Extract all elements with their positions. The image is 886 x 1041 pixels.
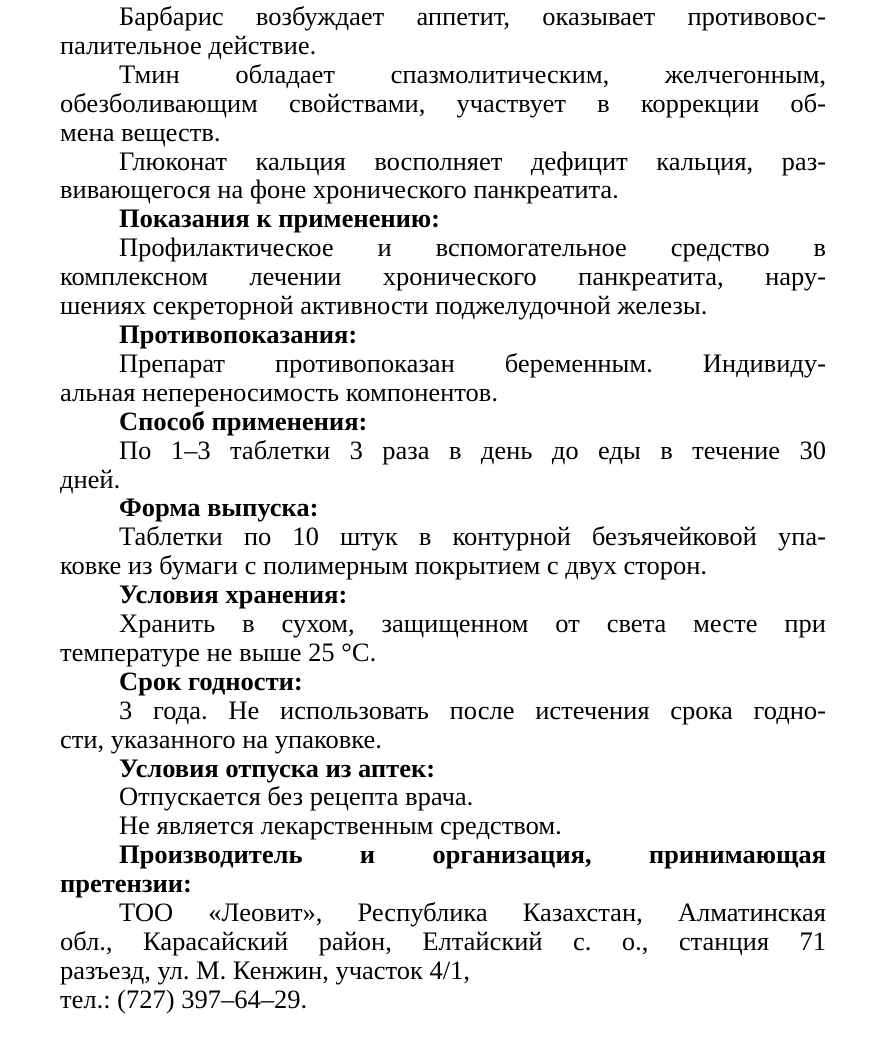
heading-line: Производитель и организация, принимающая bbox=[119, 839, 826, 870]
text-line: Не является лекарственным средством. bbox=[119, 810, 562, 841]
text-line: комплексном лечении хронического панкреатита, нару- bbox=[60, 261, 826, 292]
text-line: 3 года. Не использовать после истечения срока годно- bbox=[119, 694, 826, 725]
paragraph-not-medicine bbox=[60, 811, 826, 840]
text-line: Препарат противопоказан беременным. Индивиду- bbox=[119, 347, 826, 378]
paragraph-barberry bbox=[60, 2, 826, 60]
text-line: Профилактическое и вспомогательное средство в bbox=[119, 232, 826, 263]
text-line: вивающегося на фоне хронического панкреатита. bbox=[60, 174, 619, 205]
document-page bbox=[60, 2, 826, 1014]
text-line: палительное действие. bbox=[60, 29, 317, 60]
text-line: температуре не выше 25 °С. bbox=[60, 636, 377, 667]
paragraph-calcium-gluconate bbox=[60, 147, 826, 205]
text-line: мена веществ. bbox=[60, 116, 221, 147]
paragraph-indications bbox=[60, 233, 826, 320]
text-line: обезболивающим свойствами, участвует в коррекции об- bbox=[60, 87, 826, 118]
text-line: Хранить в сухом, защищенном от света месте при bbox=[119, 608, 826, 639]
paragraph-cumin bbox=[60, 60, 826, 147]
heading-contraindications: Противопоказания: bbox=[119, 318, 358, 349]
heading-manufacturer bbox=[60, 840, 826, 898]
heading-indications: Показания к применению: bbox=[119, 203, 441, 234]
text-line: сти, указанного на упаковке. bbox=[60, 723, 382, 754]
paragraph-dispensing bbox=[60, 782, 826, 811]
heading-usage: Способ применения: bbox=[119, 405, 368, 436]
text-line: Глюконат кальция восполняет дефицит кальция, раз- bbox=[119, 145, 826, 176]
paragraph-storage bbox=[60, 609, 826, 667]
paragraph-shelf-life bbox=[60, 696, 826, 754]
text-line: По 1–3 таблетки 3 раза в день до еды в течение 30 bbox=[119, 434, 826, 465]
text-line: Барбарис возбуждает аппетит, оказывает противовос- bbox=[119, 1, 826, 31]
text-line: ковке из бумаги с полимерным покрытием с двух сторон. bbox=[60, 550, 708, 581]
text-line: Таблетки по 10 штук в контурной безъячейковой упа- bbox=[119, 521, 826, 552]
text-line: альная непереносимость компонентов. bbox=[60, 376, 498, 407]
text-line: дней. bbox=[60, 463, 121, 494]
paragraph-manufacturer-address bbox=[60, 898, 826, 985]
text-line: Тмин обладает спазмолитическим, желчегонным, bbox=[119, 58, 826, 89]
heading-dispensing: Условия отпуска из аптек: bbox=[119, 752, 436, 783]
text-line: разъезд, ул. М. Кенжин, участок 4/1, bbox=[60, 954, 471, 985]
paragraph-release-form bbox=[60, 522, 826, 580]
text-line: шениях секреторной активности поджелудочной железы. bbox=[60, 290, 708, 321]
paragraph-contraindications bbox=[60, 349, 826, 407]
heading-line: претензии: bbox=[60, 868, 192, 899]
paragraph-usage bbox=[60, 436, 826, 494]
paragraph-phone: тел.: (727) 397–64–29. bbox=[60, 983, 308, 1014]
heading-storage: Условия хранения: bbox=[119, 579, 348, 610]
text-line: обл., Карасайский район, Елтайский с. о., станция 71 bbox=[60, 926, 826, 956]
text-line: ТОО «Леовит», Республика Казахстан, Алматинская bbox=[119, 897, 826, 928]
heading-release-form: Форма выпуска: bbox=[119, 492, 319, 523]
heading-shelf-life: Срок годности: bbox=[119, 665, 303, 696]
text-line: Отпускается без рецепта врача. bbox=[119, 781, 474, 812]
